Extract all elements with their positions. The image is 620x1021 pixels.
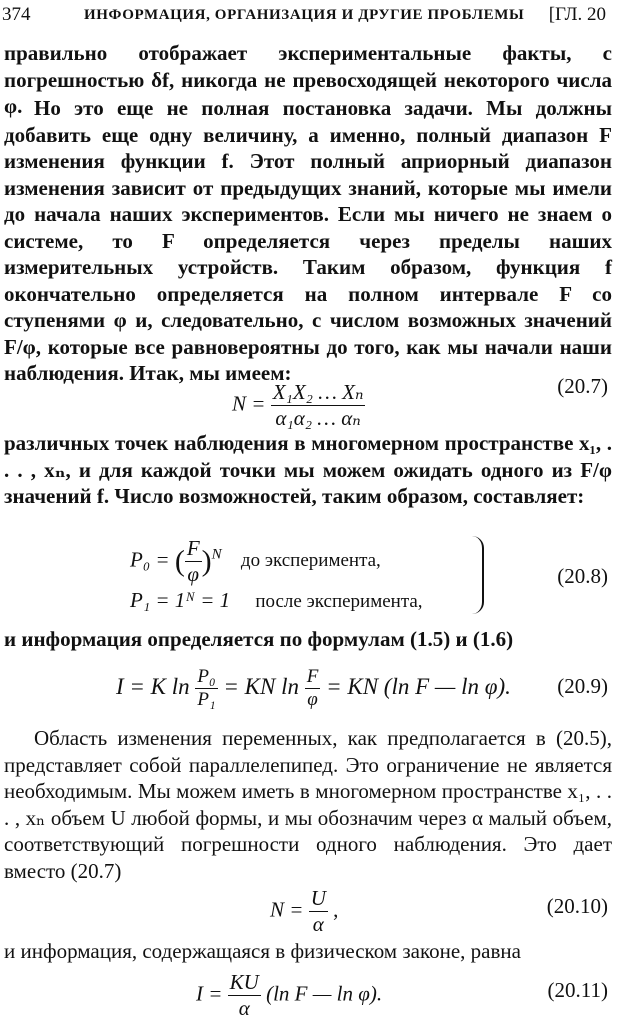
eq-20-8-line2: [130, 588, 423, 613]
eq-20-8-power: N: [211, 546, 222, 563]
eq-20-9-fraction-1: [195, 666, 217, 711]
equation-number: (20.7): [557, 374, 608, 398]
eq-20-10-lhs: N =: [270, 897, 304, 922]
eq-20-10-tail: ,: [333, 897, 339, 922]
eq-20-11-lhs: I =: [196, 981, 223, 1006]
equation-20-10: [0, 880, 612, 936]
paragraph-continuation: правильно отображает экспериментальные факты, с погрешностью δf, никогда не превосходящей некоторого числа φ.: [4, 41, 612, 118]
running-header: [0, 4, 610, 34]
eq-20-7-lhs: N =: [232, 391, 266, 416]
paragraph-observation-points: различных точек наблюдения в многомерном пространстве x₁, . . . , xₙ, и для каждой точки мы можем ожидать одного из F/φ значений f. Число возможностей, таким образом, составляет:: [4, 431, 612, 508]
eq-20-9-frac2-den: φ: [307, 689, 318, 710]
eq-20-8-frac-den: φ: [187, 562, 200, 586]
right-brace: [470, 536, 484, 614]
eq-20-8-line2-lhs: P₁ = 1ᴺ = 1: [130, 588, 231, 612]
page-number: 374: [2, 4, 31, 25]
eq-20-9-frac2-num: F: [306, 666, 319, 687]
eq-20-8-line1-lhs: P₀ =: [130, 547, 170, 572]
eq-20-9-frac1-den: P₁: [197, 689, 216, 710]
equation-20-9: [0, 660, 612, 720]
eq-20-7-numerator: X₁X₂ … Xₙ: [272, 380, 364, 404]
eq-20-9-part1: I = K ln: [116, 673, 190, 699]
eq-20-11-denominator: α: [238, 996, 250, 1020]
eq-20-8-line1-text: до эксперимента,: [240, 550, 381, 572]
paragraph-law-information: и информация, содержащаяся в физическом законе, равна: [4, 939, 521, 963]
equation-number: (20.8): [557, 564, 608, 588]
eq-20-11-fraction: [228, 970, 261, 1021]
eq-20-9-frac1-num: P₀: [197, 666, 216, 687]
eq-20-9-part3: = KN (ln F — ln φ).: [326, 673, 511, 699]
eq-20-9-part2: = KN ln: [223, 673, 299, 699]
eq-20-10-denominator: α: [312, 912, 324, 936]
eq-20-8-line2-text: после эксперимента,: [255, 591, 423, 612]
chapter-marker: [ГЛ. 20: [548, 4, 606, 25]
equation-20-8: [0, 532, 612, 622]
equation-20-11: [0, 966, 612, 1020]
eq-20-11-numerator: KU: [229, 970, 259, 994]
eq-20-10-numerator: U: [310, 886, 326, 910]
eq-20-10-fraction: [309, 886, 328, 937]
eq-20-9-fraction-2: [305, 666, 321, 711]
eq-20-7-fraction: [271, 380, 366, 431]
eq-20-7-denominator: α₁α₂ … αₙ: [275, 406, 361, 430]
paragraph-variable-domain: Область изменения переменных, как предполагается в (20.5), представляет собой параллелепипед. Это ограничение не является необходимым. Мы можем иметь в многомерном пространстве x₁, . . . , xₙ объем U любой формы, и мы обозначим через α малый объем, соответствующий погрешности одного наблюдения. Это дает вместо (20.7): [4, 726, 612, 883]
eq-20-8-line1: P₀ = ( $\frac{F}{\varphi}$ )$^N$ до эксперимента,: [130, 536, 381, 586]
equation-20-7: [0, 370, 612, 430]
paragraph-information-formulas: и информация определяется по формулам (1.5) и (1.6): [4, 627, 514, 651]
eq-20-8-fraction: [185, 536, 202, 587]
running-title: ИНФОРМАЦИЯ, ОРГАНИЗАЦИЯ И ДРУГИЕ ПРОБЛЕМЫ: [84, 7, 525, 23]
equation-number: (20.10): [546, 894, 608, 918]
eq-20-11-tail: (ln F — ln φ).: [266, 981, 383, 1006]
equation-number: (20.9): [557, 674, 608, 698]
eq-20-8-frac-num: F: [186, 536, 200, 560]
paragraph-problem-statement: Но это еще не полная постановка задачи. Мы должны добавить еще одну величину, а именно, полный диапазон F изменения функции f. Этот полный априорный диапазон изменения зависит от предыдущих знаний, которые мы имели до начала наших экспериментов. Если мы ничего не знаем о системе, то F определяется через пределы наших измерительных устройств. Таким образом, функция f окончательно определяется на полном интервале F со ступенями φ и, следовательно, с числом возможных значений F/φ, которые все равновероятны до того, как мы начали наши наблюдения. Итак, мы имеем:: [4, 96, 612, 385]
equation-number: (20.11): [547, 978, 608, 1002]
